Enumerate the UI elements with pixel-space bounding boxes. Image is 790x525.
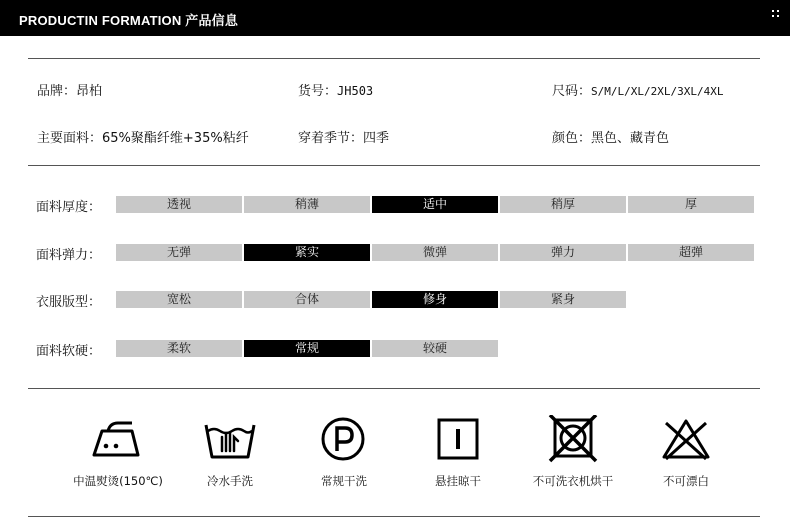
care-label: 冷水手洗 [207,474,253,488]
option-cell: 合体 [244,291,370,308]
care-label: 中温熨烫(150℃) [73,474,163,488]
header-bar [0,0,790,36]
attr-label: 面料软硬： [36,344,102,359]
brand-info [37,80,102,99]
option-cell: 微弹 [372,244,498,261]
size-info [552,80,723,99]
divider [28,388,760,389]
sku-info [298,80,373,99]
care-label: 不可漂白 [663,474,709,488]
dry-clean-icon [288,415,398,463]
fabric-info [37,127,249,146]
option-cell: 无弹 [116,244,242,261]
divider [28,58,760,59]
size-label: 尺码： [552,84,592,99]
care-label: 常规干洗 [321,474,367,488]
option-cell-selected: 紧实 [244,244,370,261]
color-label: 颜色： [552,131,592,146]
option-cell: 透视 [116,196,242,213]
attr-label: 衣服版型： [36,295,102,310]
dots-icon [772,10,780,18]
option-cell-selected: 常规 [244,340,370,357]
option-cell: 稍薄 [244,196,370,213]
care-label: 悬挂晾干 [435,474,481,488]
season-label: 穿着季节： [298,131,364,146]
no-machine-dry-icon [518,415,628,463]
option-cell: 稍厚 [500,196,626,213]
option-cell: 紧身 [500,291,626,308]
option-cell-selected: 修身 [372,291,498,308]
sku-value: JH503 [337,84,374,98]
brand-label: 品牌： [37,84,77,99]
season-info [298,127,389,146]
hang-dry-icon [403,415,513,463]
option-cell: 较硬 [372,340,498,357]
header-title: PRODUCTIN FORMATION 产品信息 [19,13,239,28]
iron-icon [63,415,173,463]
option-cell: 宽松 [116,291,242,308]
hand-wash-icon [175,415,285,463]
option-cell: 弹力 [500,244,626,261]
option-cell-selected: 适中 [372,196,498,213]
divider [28,165,760,166]
size-value: S/M/L/XL/2XL/3XL/4XL [591,85,724,98]
season-value: 四季 [363,131,390,146]
option-cell: 柔软 [116,340,242,357]
sku-label: 货号： [298,84,338,99]
option-cell: 超弹 [628,244,754,261]
color-value: 黑色、藏青色 [591,131,670,146]
divider [28,516,760,517]
fabric-value: 65%聚酯纤维+35%粘纤 [102,131,249,146]
fabric-label: 主要面料： [37,131,103,146]
care-label: 不可洗衣机烘干 [532,474,614,488]
attr-label: 面料弹力： [36,248,102,263]
option-cell: 厚 [628,196,754,213]
no-bleach-icon [631,415,741,463]
attr-label: 面料厚度： [36,200,102,215]
color-info [552,127,669,146]
brand-value: 昂柏 [76,84,103,99]
